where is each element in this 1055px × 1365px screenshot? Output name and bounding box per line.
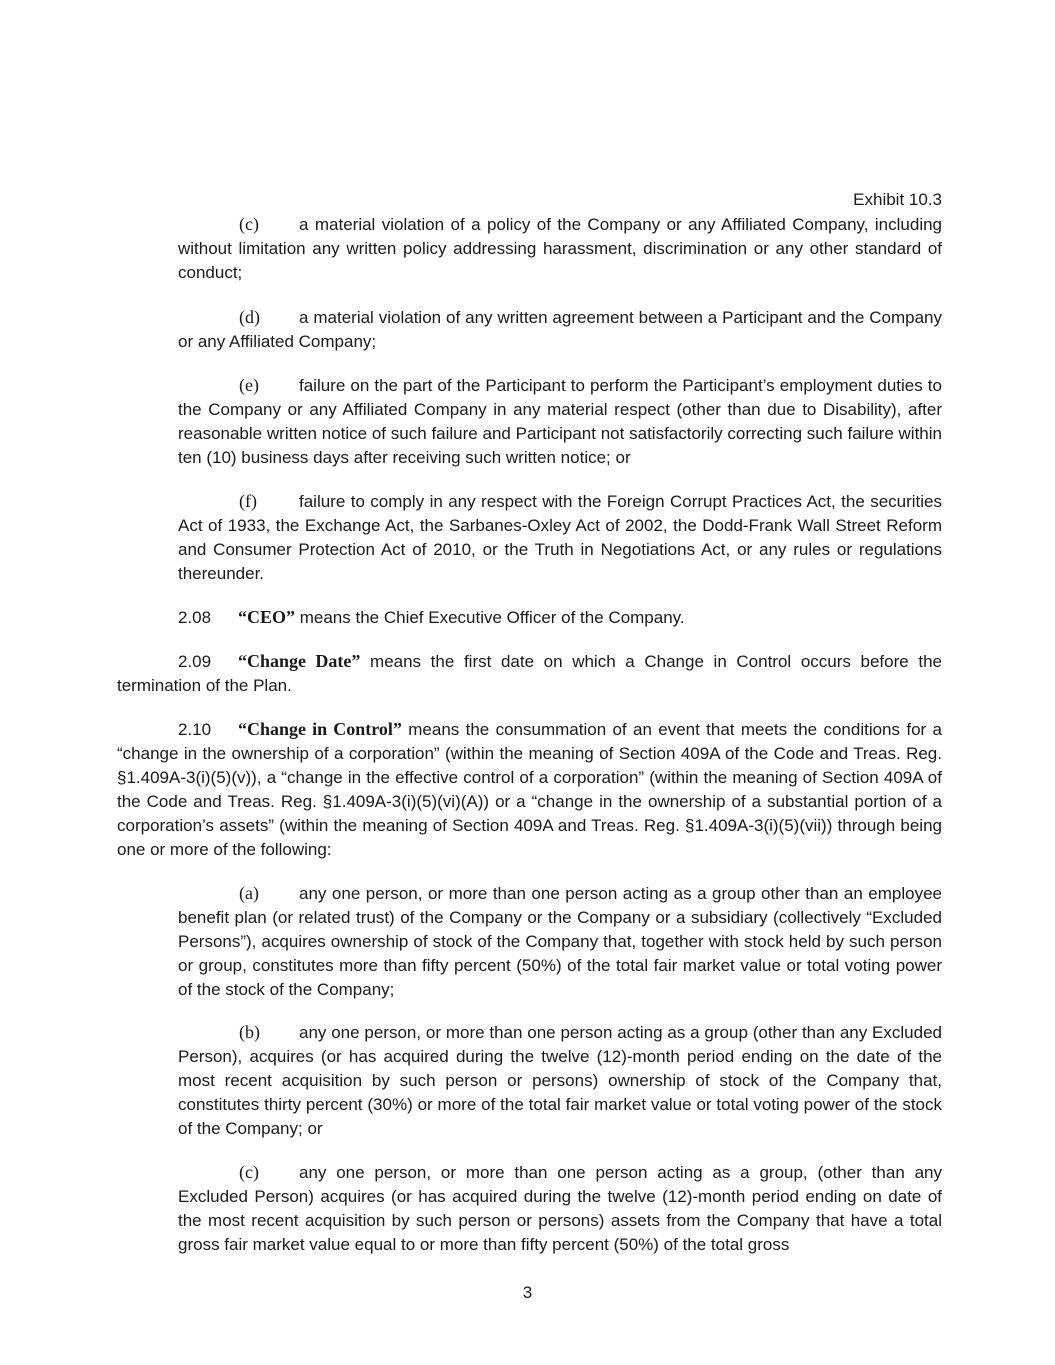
clause-d-agreement-violation bbox=[178, 305, 942, 354]
cic-clause-b bbox=[178, 1020, 942, 1141]
clause-label: (f) bbox=[239, 491, 257, 511]
clause-text: any one person, or more than one person acting as a group, (other than any Excluded Person) acquires (or has acquired during the twelve (12)-month period ending on date of the most recent acquisition by such person or persons) assets from the Company that have a total gross fair market value equal to or more than fifty percent (50%) of the total gross bbox=[178, 1163, 942, 1254]
clause-c-policy-violation bbox=[178, 212, 942, 285]
clause-label: (a) bbox=[239, 883, 259, 903]
clause-text: a material violation of a policy of the Company or any Affiliated Company, including without limitation any written policy addressing harassment, discrimination or any other standard of conduct; bbox=[178, 215, 942, 282]
section-2-10-change-in-control bbox=[117, 717, 942, 862]
clause-label: (e) bbox=[239, 375, 259, 395]
section-text: means the Chief Executive Officer of the Company. bbox=[295, 608, 685, 627]
clause-label: (c) bbox=[239, 214, 259, 234]
section-number: 2.10 bbox=[178, 720, 212, 739]
clause-text: a material violation of any written agreement between a Participant and the Company or any Affiliated Company; bbox=[178, 308, 942, 351]
clause-label: (b) bbox=[239, 1022, 260, 1042]
cic-clause-a bbox=[178, 881, 942, 1002]
section-number: 2.09 bbox=[178, 652, 212, 671]
cic-clause-c bbox=[178, 1160, 942, 1257]
clause-f-compliance bbox=[178, 489, 942, 586]
section-2-09-change-date bbox=[117, 649, 942, 698]
defined-term: “CEO” bbox=[238, 607, 296, 627]
exhibit-label: Exhibit 10.3 bbox=[853, 190, 942, 209]
clause-e-failure-to-perform bbox=[178, 373, 942, 470]
clause-text: failure on the part of the Participant to perform the Participant’s employment duties to the Company or any Affiliated Company in any material respect (other than due to Disability), after reasonable written notice of such failure and Participant not satisfactorily correcting such failure within ten (10) business days after receiving such written notice; or bbox=[178, 376, 942, 467]
clause-text: any one person, or more than one person acting as a group other than an employee benefit plan (or related trust) of the Company or the Company or a subsidiary (collectively “Excluded Persons”), acquires ownership of stock of the Company that, together with stock held by such person or group, constitutes more than fifty percent (50%) of the total fair market value or total voting power of the stock of the Company; bbox=[178, 884, 942, 999]
clause-text: any one person, or more than one person acting as a group (other than any Excluded Person), acquires (or has acquired during the twelve (12)-month period ending on the date of the most recent acquisition by such person or persons) ownership of stock of the Company that, constitutes thirty percent (30%) or more of the total fair market value or total voting power of the stock of the Company; or bbox=[178, 1023, 942, 1138]
defined-term: “Change Date” bbox=[238, 651, 361, 671]
section-text: means the consummation of an event that meets the conditions for a “change in the ownership of a corporation” (within the meaning of Section 409A of the Code and Treas. Reg. §1.409A-3(i)(5)(v)), a “change in the effective control of a corporation” (within the meaning of Section 409A of the Code and Treas. Reg. §1.409A-3(i)(5)(vi)(A)) or a “change in the ownership of a substantial portion of a corporation’s assets” (within the meaning of Section 409A and Treas. Reg. §1.409A-3(i)(5)(vii)) through being one or more of the following: bbox=[117, 720, 942, 859]
clause-label: (c) bbox=[239, 1162, 259, 1182]
section-number: 2.08 bbox=[178, 608, 212, 627]
clause-text: failure to comply in any respect with the Foreign Corrupt Practices Act, the securities Act of 1933, the Exchange Act, the Sarbanes-Oxley Act of 2002, the Dodd-Frank Wall Street Reform and Consumer Protection Act of 2010, or the Truth in Negotiations Act, or any rules or regulations thereunder. bbox=[178, 492, 942, 583]
page-number: 3 bbox=[522, 1283, 533, 1302]
section-2-08-ceo bbox=[117, 605, 942, 630]
defined-term: “Change in Control” bbox=[238, 719, 402, 739]
clause-label: (d) bbox=[239, 307, 260, 327]
section-text: means the first date on which a Change in Control occurs before the termination of the Plan. bbox=[117, 652, 942, 695]
